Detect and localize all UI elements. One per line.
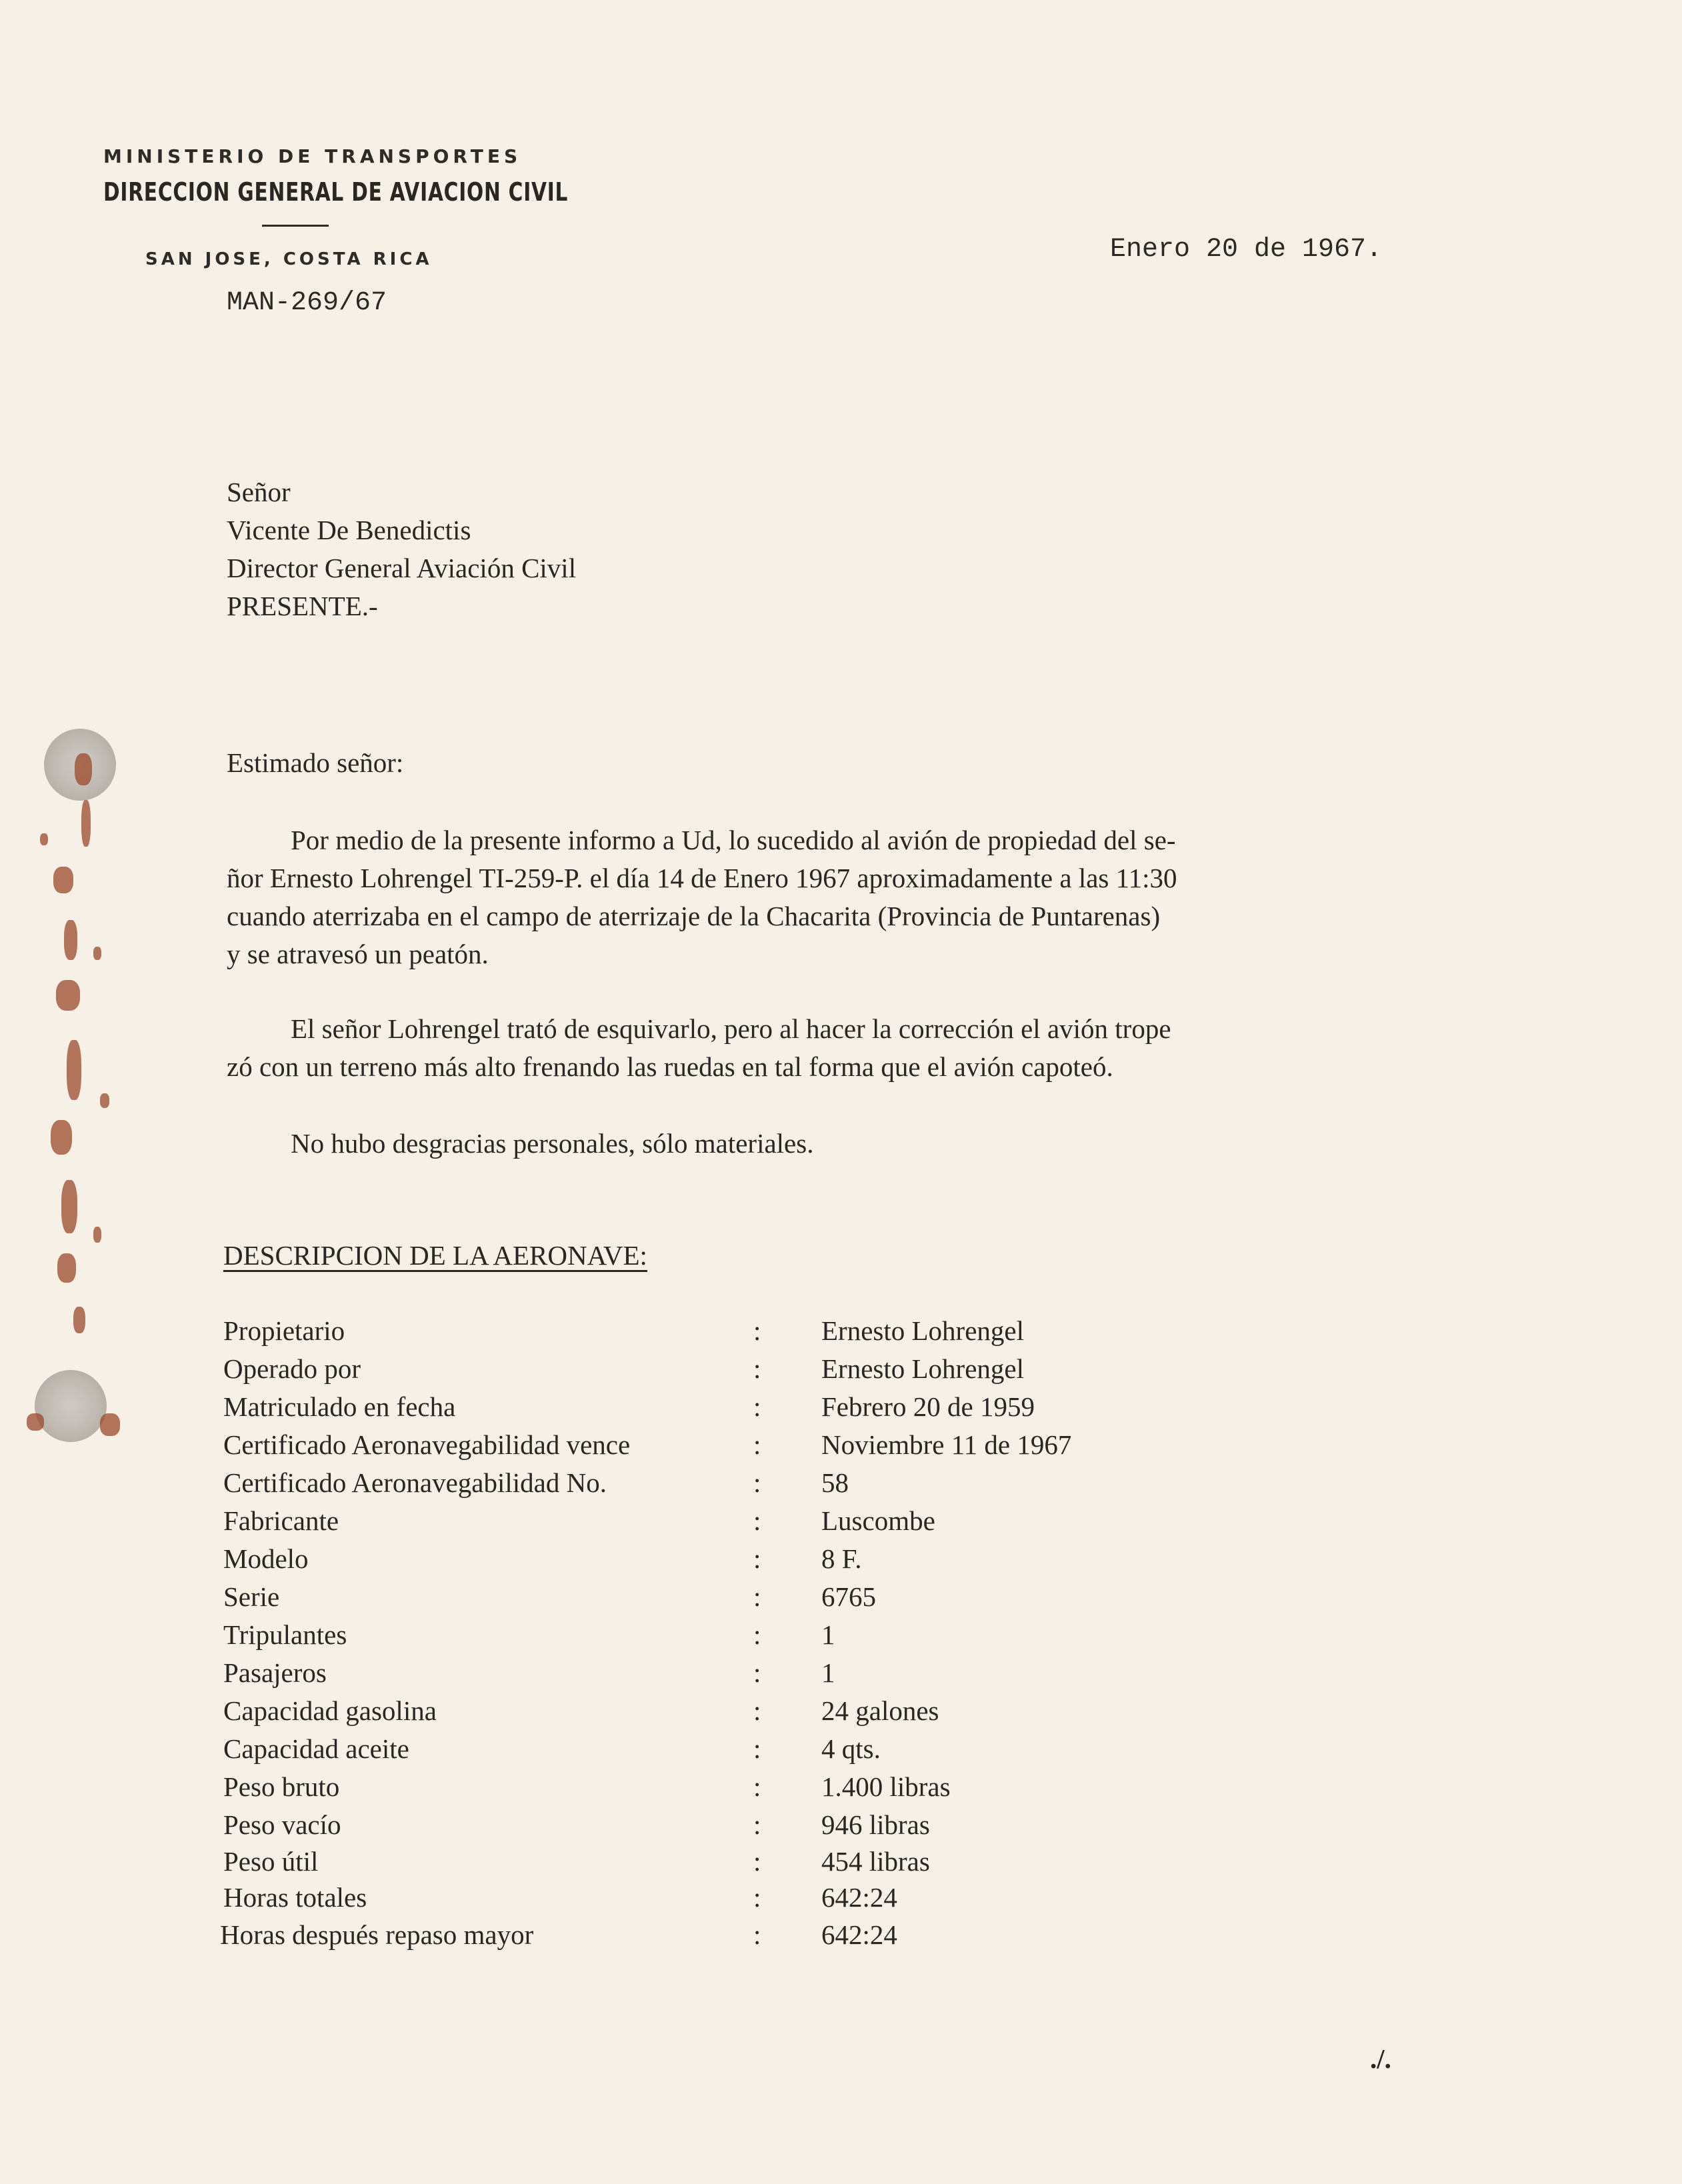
row-colon: : <box>753 1315 761 1346</box>
row-colon: : <box>753 1429 761 1460</box>
paragraph-1-line: Por medio de la presente informo a Ud, lo sucedido al avión de propiedad del se- <box>291 825 1176 855</box>
row-value: Febrero 20 de 1959 <box>821 1391 1035 1422</box>
row-value: 58 <box>821 1467 849 1498</box>
row-colon: : <box>753 1581 761 1612</box>
row-value: 642:24 <box>821 1919 897 1950</box>
row-label: Serie <box>223 1581 280 1612</box>
letterhead-directorate: DIRECCION GENERAL DE AVIACION CIVIL <box>103 177 569 207</box>
row-value: 642:24 <box>821 1882 897 1913</box>
recipient-block <box>227 473 576 625</box>
recipient-salutation-line: Señor <box>227 477 291 507</box>
row-label: Modelo <box>223 1543 309 1574</box>
row-label: Fabricante <box>223 1505 339 1536</box>
row-colon: : <box>753 1543 761 1574</box>
row-colon: : <box>753 1882 761 1913</box>
row-label: Matriculado en fecha <box>223 1391 456 1422</box>
row-colon: : <box>753 1657 761 1688</box>
row-colon: : <box>753 1505 761 1536</box>
paragraph-2-line: zó con un terreno más alto frenando las ruedas en tal forma que el avión capoteó. <box>227 1051 1113 1082</box>
row-label: Horas después repaso mayor <box>220 1919 534 1950</box>
greeting: Estimado señor: <box>227 747 404 778</box>
row-label: Peso bruto <box>223 1771 340 1802</box>
row-colon: : <box>753 1809 761 1840</box>
continuation-mark: ./. <box>1370 2043 1391 2074</box>
row-value: 8 F. <box>821 1543 862 1574</box>
paragraph-1-line: ñor Ernesto Lohrengel TI-259-P. el día 14 de Enero 1967 aproximadamente a las 11:30 <box>227 863 1177 893</box>
row-label: Peso útil <box>223 1846 319 1877</box>
recipient-title: Director General Aviación Civil <box>227 553 577 583</box>
paragraph-1 <box>227 821 1177 973</box>
row-colon: : <box>753 1771 761 1802</box>
paragraph-1-line: y se atravesó un peatón. <box>227 939 489 969</box>
row-label: Tripulantes <box>223 1619 347 1650</box>
letterhead-ministry: MINISTERIO DE TRANSPORTES <box>103 145 522 167</box>
row-value: 454 libras <box>821 1846 930 1877</box>
letterhead-city: SAN JOSE, COSTA RICA <box>145 249 433 269</box>
row-value: 946 libras <box>821 1809 930 1840</box>
paragraph-1-line: cuando aterrizaba en el campo de aterrizaje de la Chacarita (Provincia de Puntarenas) <box>227 901 1161 931</box>
row-value: Ernesto Lohrengel <box>821 1315 1024 1346</box>
row-label: Propietario <box>223 1315 345 1346</box>
punch-hole-bottom <box>35 1370 107 1442</box>
row-label: Capacidad aceite <box>223 1733 409 1764</box>
row-label: Pasajeros <box>223 1657 327 1688</box>
row-colon: : <box>753 1919 761 1950</box>
letter-date: Enero 20 de 1967. <box>1110 235 1383 265</box>
row-value: 1.400 libras <box>821 1771 951 1802</box>
row-colon: : <box>753 1619 761 1650</box>
paragraph-2 <box>227 1010 1171 1086</box>
row-colon: : <box>753 1695 761 1726</box>
row-label: Peso vacío <box>223 1809 341 1840</box>
row-value: 1 <box>821 1657 835 1688</box>
row-label: Operado por <box>223 1353 361 1384</box>
row-value: 4 qts. <box>821 1733 881 1764</box>
row-colon: : <box>753 1846 761 1877</box>
row-value: Noviembre 11 de 1967 <box>821 1429 1072 1460</box>
recipient-present: PRESENTE.- <box>227 591 378 621</box>
letterhead-rule <box>262 225 329 227</box>
row-label: Certificado Aeronavegabilidad vence <box>223 1429 631 1460</box>
row-value: 1 <box>821 1619 835 1650</box>
row-colon: : <box>753 1391 761 1422</box>
paragraph-3: No hubo desgracias personales, sólo materiales. <box>291 1128 814 1159</box>
aircraft-section-title: DESCRIPCION DE LA AERONAVE: <box>223 1240 647 1271</box>
row-colon: : <box>753 1353 761 1384</box>
row-label: Certificado Aeronavegabilidad No. <box>223 1467 607 1498</box>
row-label: Capacidad gasolina <box>223 1695 437 1726</box>
row-colon: : <box>753 1733 761 1764</box>
row-value: Luscombe <box>821 1505 935 1536</box>
reference-number: MAN-269/67 <box>227 288 387 318</box>
row-value: 6765 <box>821 1581 876 1612</box>
recipient-name: Vicente De Benedictis <box>227 515 471 545</box>
row-colon: : <box>753 1467 761 1498</box>
paragraph-2-line: El señor Lohrengel trató de esquivarlo, pero al hacer la corrección el avión trope <box>291 1013 1171 1044</box>
row-label: Horas totales <box>223 1882 367 1913</box>
row-value: 24 galones <box>821 1695 939 1726</box>
row-value: Ernesto Lohrengel <box>821 1353 1024 1384</box>
